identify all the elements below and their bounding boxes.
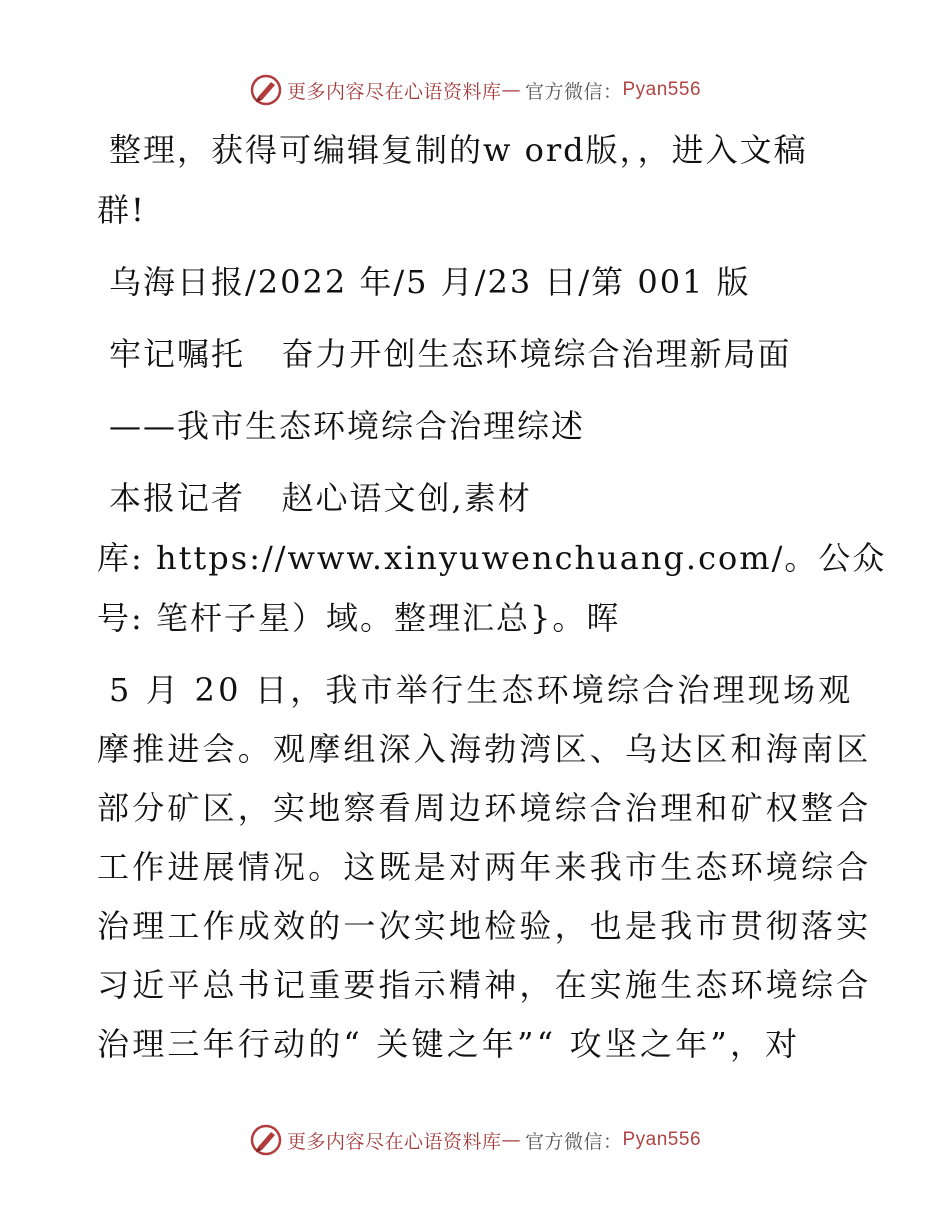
byline-line-1: 本报记者 赵心语文创,素材 [109,479,532,517]
body-line: 摩推进会。观摩组深入海勃湾区、乌达区和海南区 [97,730,872,768]
body-paragraph [97,660,872,1073]
body-line: 部分矿区，实地察看周边环境综合治理和矿权整合 [97,789,872,827]
body-line: 治理三年行动的“ 关键之年”“ 攻坚之年”，对 [97,1025,801,1063]
footer-watermark-banner [0,1120,950,1160]
body-line: 习近平总书记重要指示精神，在实施生态环境综合 [97,966,872,1004]
watermark-wechat-id: Pyan556 [622,1129,702,1150]
intro-line-2: 群! [97,191,146,229]
byline-line-3: 号: 笔杆子星）域。整理汇总}。晖 [97,599,621,637]
watermark-wechat-id: Pyan556 [622,79,702,100]
body-line: 工作进展情况。这既是对两年来我市生态环境综合 [97,848,872,886]
pen-logo-icon [249,1123,283,1157]
watermark-text: 更多内容尽在心语资料库 [286,1130,502,1153]
subheadline: ——我市生态环境综合治理综述 [109,407,586,445]
watermark-dash: — [501,79,521,101]
byline-line-2: 库: https://www.xinyuwenchuang.com/。公众 [97,539,887,577]
watermark-wechat-label: 官方微信： [524,80,623,103]
pen-logo-icon [249,73,283,107]
watermark-dash: — [501,1129,521,1151]
document-body [97,120,887,1073]
body-line: 5 月 20 日，我市举行生态环境综合治理现场观 [109,671,854,709]
header-watermark-banner [0,70,950,110]
intro-line-1: 整理，获得可编辑复制的w ord版，，进入文稿 [109,131,808,169]
dateline: 乌海日报/2022 年/5 月/23 日/第 001 版 [109,263,751,301]
body-line: 治理工作成效的一次实地检验，也是我市贯彻落实 [97,907,872,945]
headline: 牢记嘱托 奋力开创生态环境综合治理新局面 [109,335,792,373]
watermark-wechat-label: 官方微信： [524,1130,623,1153]
watermark-text: 更多内容尽在心语资料库 [286,80,502,103]
